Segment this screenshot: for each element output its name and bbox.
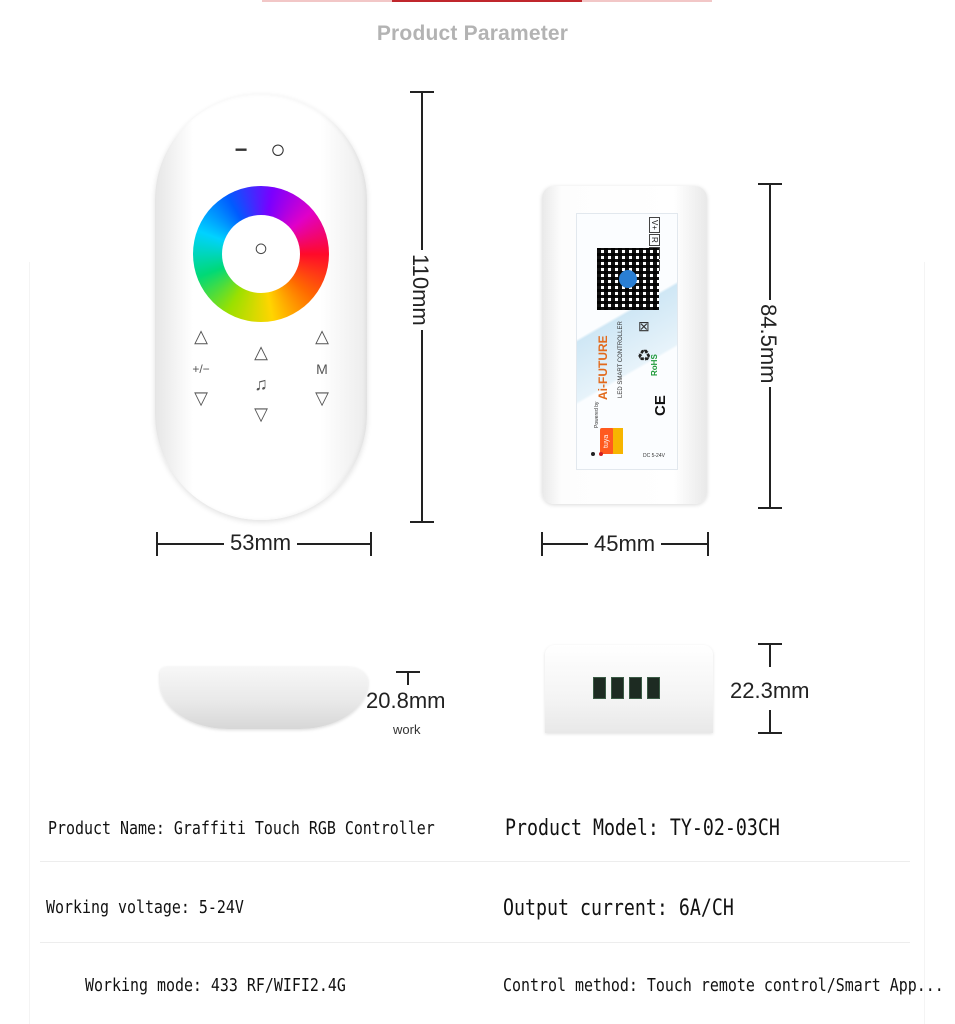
terminal-pin bbox=[593, 677, 606, 699]
dim-tick bbox=[410, 521, 434, 523]
spec-output-current: Output current: 6A/CH bbox=[503, 896, 734, 921]
wifi-badge-icon bbox=[613, 428, 623, 454]
controller-thickness-line bbox=[769, 643, 771, 667]
spec-control-method: Control method: Touch remote control/Smart App... bbox=[503, 975, 944, 996]
terminal-pin bbox=[611, 677, 624, 699]
mid-up-arrow-icon: △ bbox=[254, 342, 268, 362]
dim-tick bbox=[758, 507, 782, 509]
music-note-icon: ♫ bbox=[254, 374, 268, 394]
dc-rating-text: DC 5-24V bbox=[643, 453, 665, 459]
spec-product-name: Product Name: Graffiti Touch RGB Controller bbox=[48, 818, 435, 839]
right-up-arrow-icon: △ bbox=[315, 326, 329, 346]
brand-subtitle: LED SMART CONTROLLER bbox=[618, 321, 624, 398]
powered-by-text: Powered by bbox=[594, 401, 600, 428]
controller-height-label: 84.5mm bbox=[755, 300, 781, 387]
spec-divider bbox=[40, 861, 910, 862]
dim-tick bbox=[758, 732, 782, 734]
dim-tick bbox=[707, 532, 709, 556]
terminal-pin bbox=[647, 677, 660, 699]
terminal-pin bbox=[629, 677, 642, 699]
wire-dot-icon bbox=[599, 452, 603, 456]
right-down-arrow-icon: ▽ bbox=[315, 388, 329, 408]
weee-bin-icon: ⊠ bbox=[638, 318, 650, 334]
brand-text: Ai-FUTURE bbox=[596, 335, 610, 400]
spec-divider bbox=[40, 942, 910, 943]
controller-thickness-line bbox=[769, 710, 771, 734]
rohs-text: RoHS bbox=[650, 354, 659, 376]
minus-icon: − bbox=[234, 137, 248, 162]
spec-working-mode: Working mode: 433 RF/WIFI2.4G bbox=[85, 975, 346, 996]
pin-label: V+ bbox=[649, 217, 660, 233]
left-up-arrow-icon: △ bbox=[194, 326, 208, 346]
spec-working-voltage: Working voltage: 5-24V bbox=[46, 897, 244, 918]
header-rule-right bbox=[582, 0, 712, 2]
remote-thickness-note: work bbox=[393, 722, 421, 737]
remote-height-label: 110mm bbox=[407, 250, 433, 330]
mode-key-label: M bbox=[316, 361, 328, 377]
header-rule-accent bbox=[392, 0, 582, 2]
terminal-block bbox=[593, 677, 660, 699]
tuya-text: tuya bbox=[603, 434, 610, 448]
header-rule-left bbox=[262, 0, 392, 2]
page-title: Product Parameter bbox=[376, 22, 569, 45]
dim-tick bbox=[370, 532, 372, 556]
remote-thickness-line bbox=[407, 671, 409, 685]
frame-line-right bbox=[924, 262, 925, 1024]
left-down-arrow-icon: ▽ bbox=[194, 388, 208, 408]
recycle-icon: ♻ bbox=[637, 348, 652, 365]
qr-logo-icon bbox=[619, 270, 637, 288]
pin-label: R bbox=[649, 234, 660, 246]
controller-width-label: 45mm bbox=[588, 531, 661, 557]
remote-side-image bbox=[160, 667, 368, 729]
spec-product-model: Product Model: TY-02-03CH bbox=[505, 816, 780, 841]
remote-thickness-label: 20.8mm bbox=[366, 688, 446, 713]
power-icon: ○ bbox=[270, 134, 286, 164]
center-button-icon: ○ bbox=[253, 235, 269, 262]
controller-thickness-label: 22.3mm bbox=[730, 678, 810, 703]
frame-line-left bbox=[29, 262, 30, 1024]
ce-mark: CE bbox=[652, 395, 669, 416]
wire-dot-icon bbox=[591, 452, 595, 456]
remote-width-label: 53mm bbox=[224, 530, 297, 556]
mid-down-arrow-icon: ▽ bbox=[254, 404, 268, 424]
left-key-label: +/− bbox=[192, 362, 210, 376]
